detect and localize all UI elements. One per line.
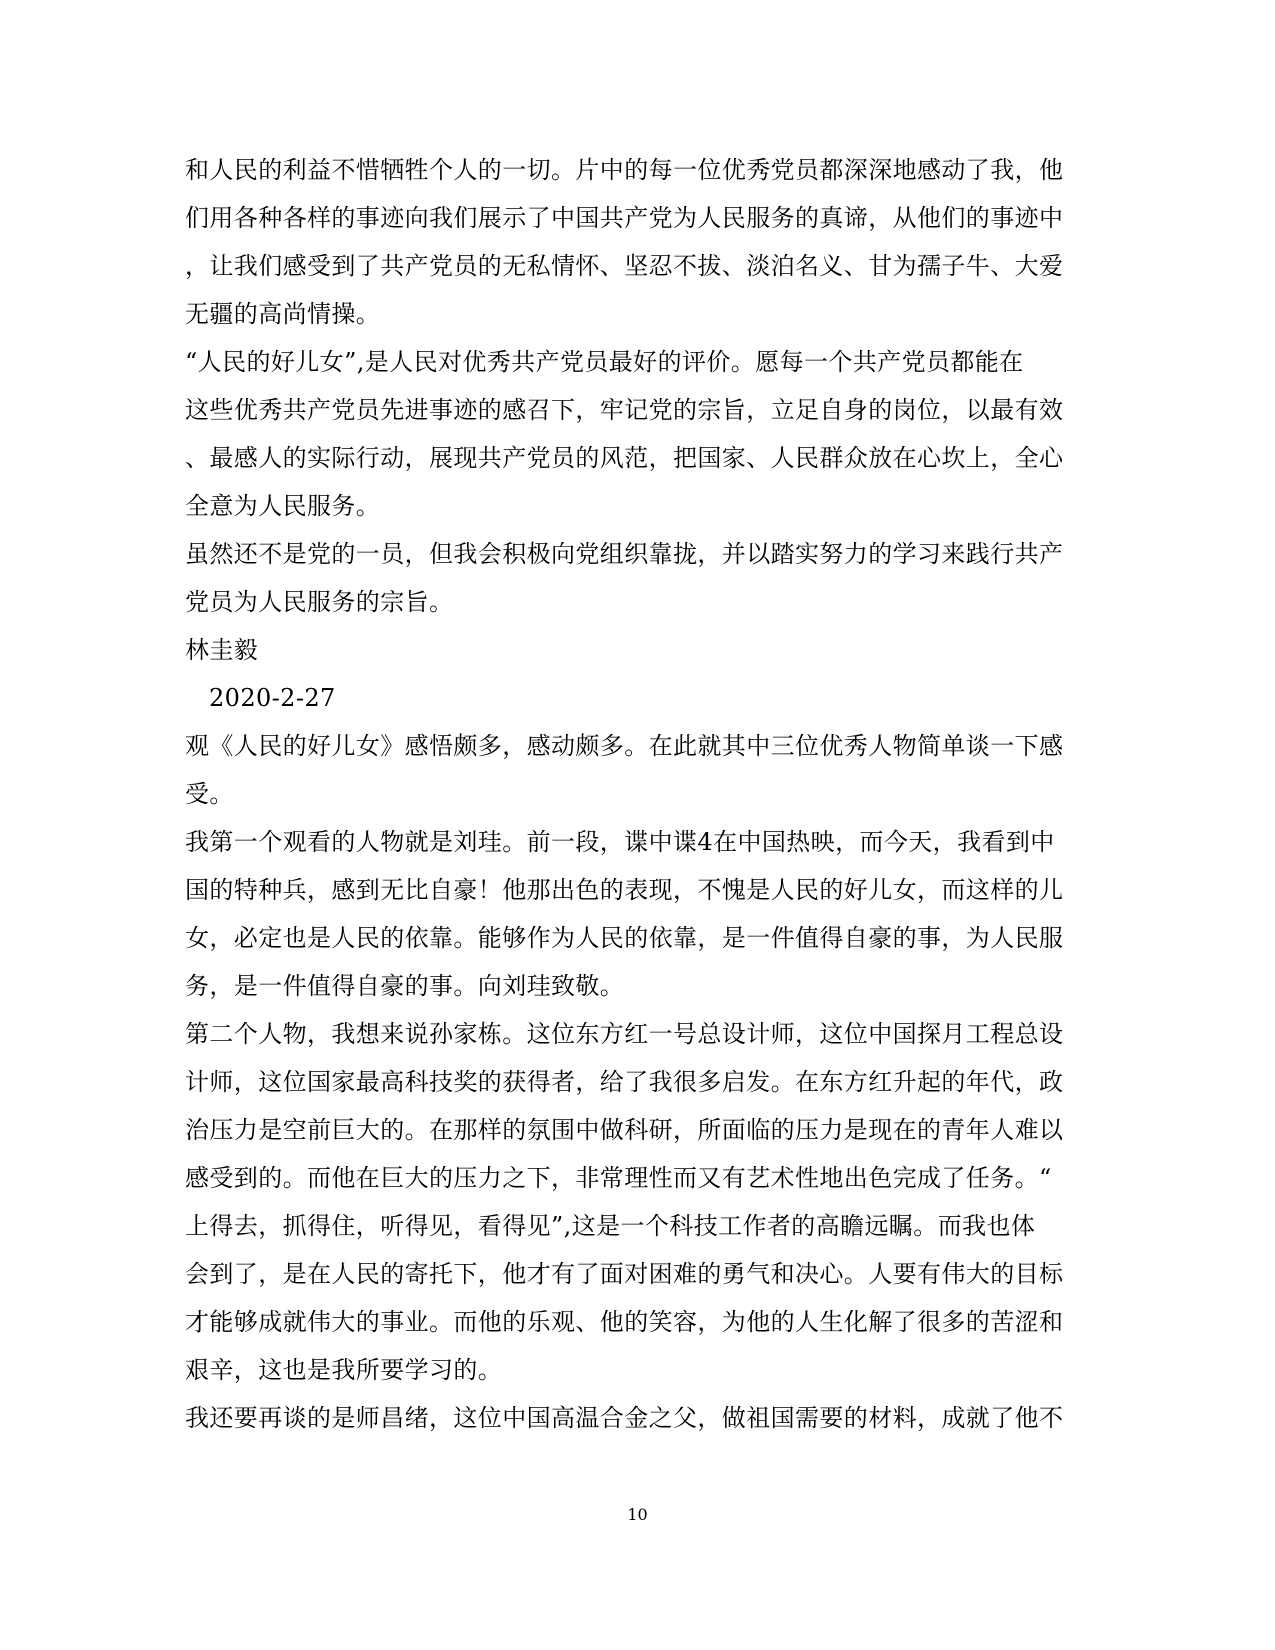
text-line: 受。 <box>185 780 234 808</box>
text-line: 艰辛，这也是我所要学习的。 <box>185 1356 503 1384</box>
text-line: 们用各种各样的事迹向我们展示了中国共产党为人民服务的真谛，从他们的事迹中 <box>185 204 1064 232</box>
author-name: 林圭毅 <box>185 636 259 664</box>
text-line: 全意为人民服务。 <box>185 492 381 520</box>
text-line: “人民的好儿女”,是人民对优秀共产党员最好的评价。愿每一个共产党员都能在 <box>185 348 1024 376</box>
text-line: 党员为人民服务的宗旨。 <box>185 588 454 616</box>
text-line: 这些优秀共产党员先进事迹的感召下，牢记党的宗旨，立足自身的岗位，以最有效 <box>185 396 1064 424</box>
text-line: 治压力是空前巨大的。在那样的氛围中做科研，所面临的压力是现在的青年人难以 <box>185 1116 1064 1144</box>
text-line: 我第一个观看的人物就是刘珪。前一段，谍中谍4在中国热映，而今天，我看到中 <box>185 828 1055 856</box>
date-line: 2020-2-27 <box>209 684 336 712</box>
text-line: 感受到的。而他在巨大的压力之下，非常理性而又有艺术性地出色完成了任务。“ <box>185 1164 1052 1192</box>
text-line: 国的特种兵，感到无比自豪！他那出色的表现，不愧是人民的好儿女，而这样的儿 <box>185 876 1064 904</box>
text-line: 会到了，是在人民的寄托下，他才有了面对困难的勇气和决心。人要有伟大的目标 <box>185 1260 1064 1288</box>
body-text <box>185 146 1085 1442</box>
text-line: 计师，这位国家最高科技奖的获得者，给了我很多启发。在东方红升起的年代，政 <box>185 1068 1064 1096</box>
page-number: 10 <box>627 1505 648 1524</box>
text-line: 才能够成就伟大的事业。而他的乐观、他的笑容，为他的人生化解了很多的苦涩和 <box>185 1308 1064 1336</box>
text-line: 我还要再谈的是师昌绪，这位中国高温合金之父，做祖国需要的材料，成就了他不 <box>185 1404 1064 1432</box>
text-line: 第二个人物，我想来说孙家栋。这位东方红一号总设计师，这位中国探月工程总设 <box>185 1020 1064 1048</box>
text-line: 观《人民的好儿女》感悟颇多，感动颇多。在此就其中三位优秀人物简单谈一下感 <box>185 732 1064 760</box>
text-line: 和人民的利益不惜牺牲个人的一切。片中的每一位优秀党员都深深地感动了我，他 <box>185 156 1064 184</box>
text-line: 务，是一件值得自豪的事。向刘珪致敬。 <box>185 972 625 1000</box>
text-line: 虽然还不是党的一员，但我会积极向党组织靠拢，并以踏实努力的学习来践行共产 <box>185 540 1064 568</box>
text-line: 无疆的高尚情操。 <box>185 300 381 328</box>
text-line: 女，必定也是人民的依靠。能够作为人民的依靠，是一件值得自豪的事，为人民服 <box>185 924 1064 952</box>
text-line: 上得去，抓得住，听得见，看得见”,这是一个科技工作者的高瞻远瞩。而我也体 <box>185 1212 1036 1240</box>
text-line: ，让我们感受到了共产党员的无私情怀、坚忍不拔、淡泊名义、甘为孺子牛、大爱 <box>185 252 1064 280</box>
text-line: 、最感人的实际行动，展现共产党员的风范，把国家、人民群众放在心坎上，全心 <box>185 444 1064 472</box>
